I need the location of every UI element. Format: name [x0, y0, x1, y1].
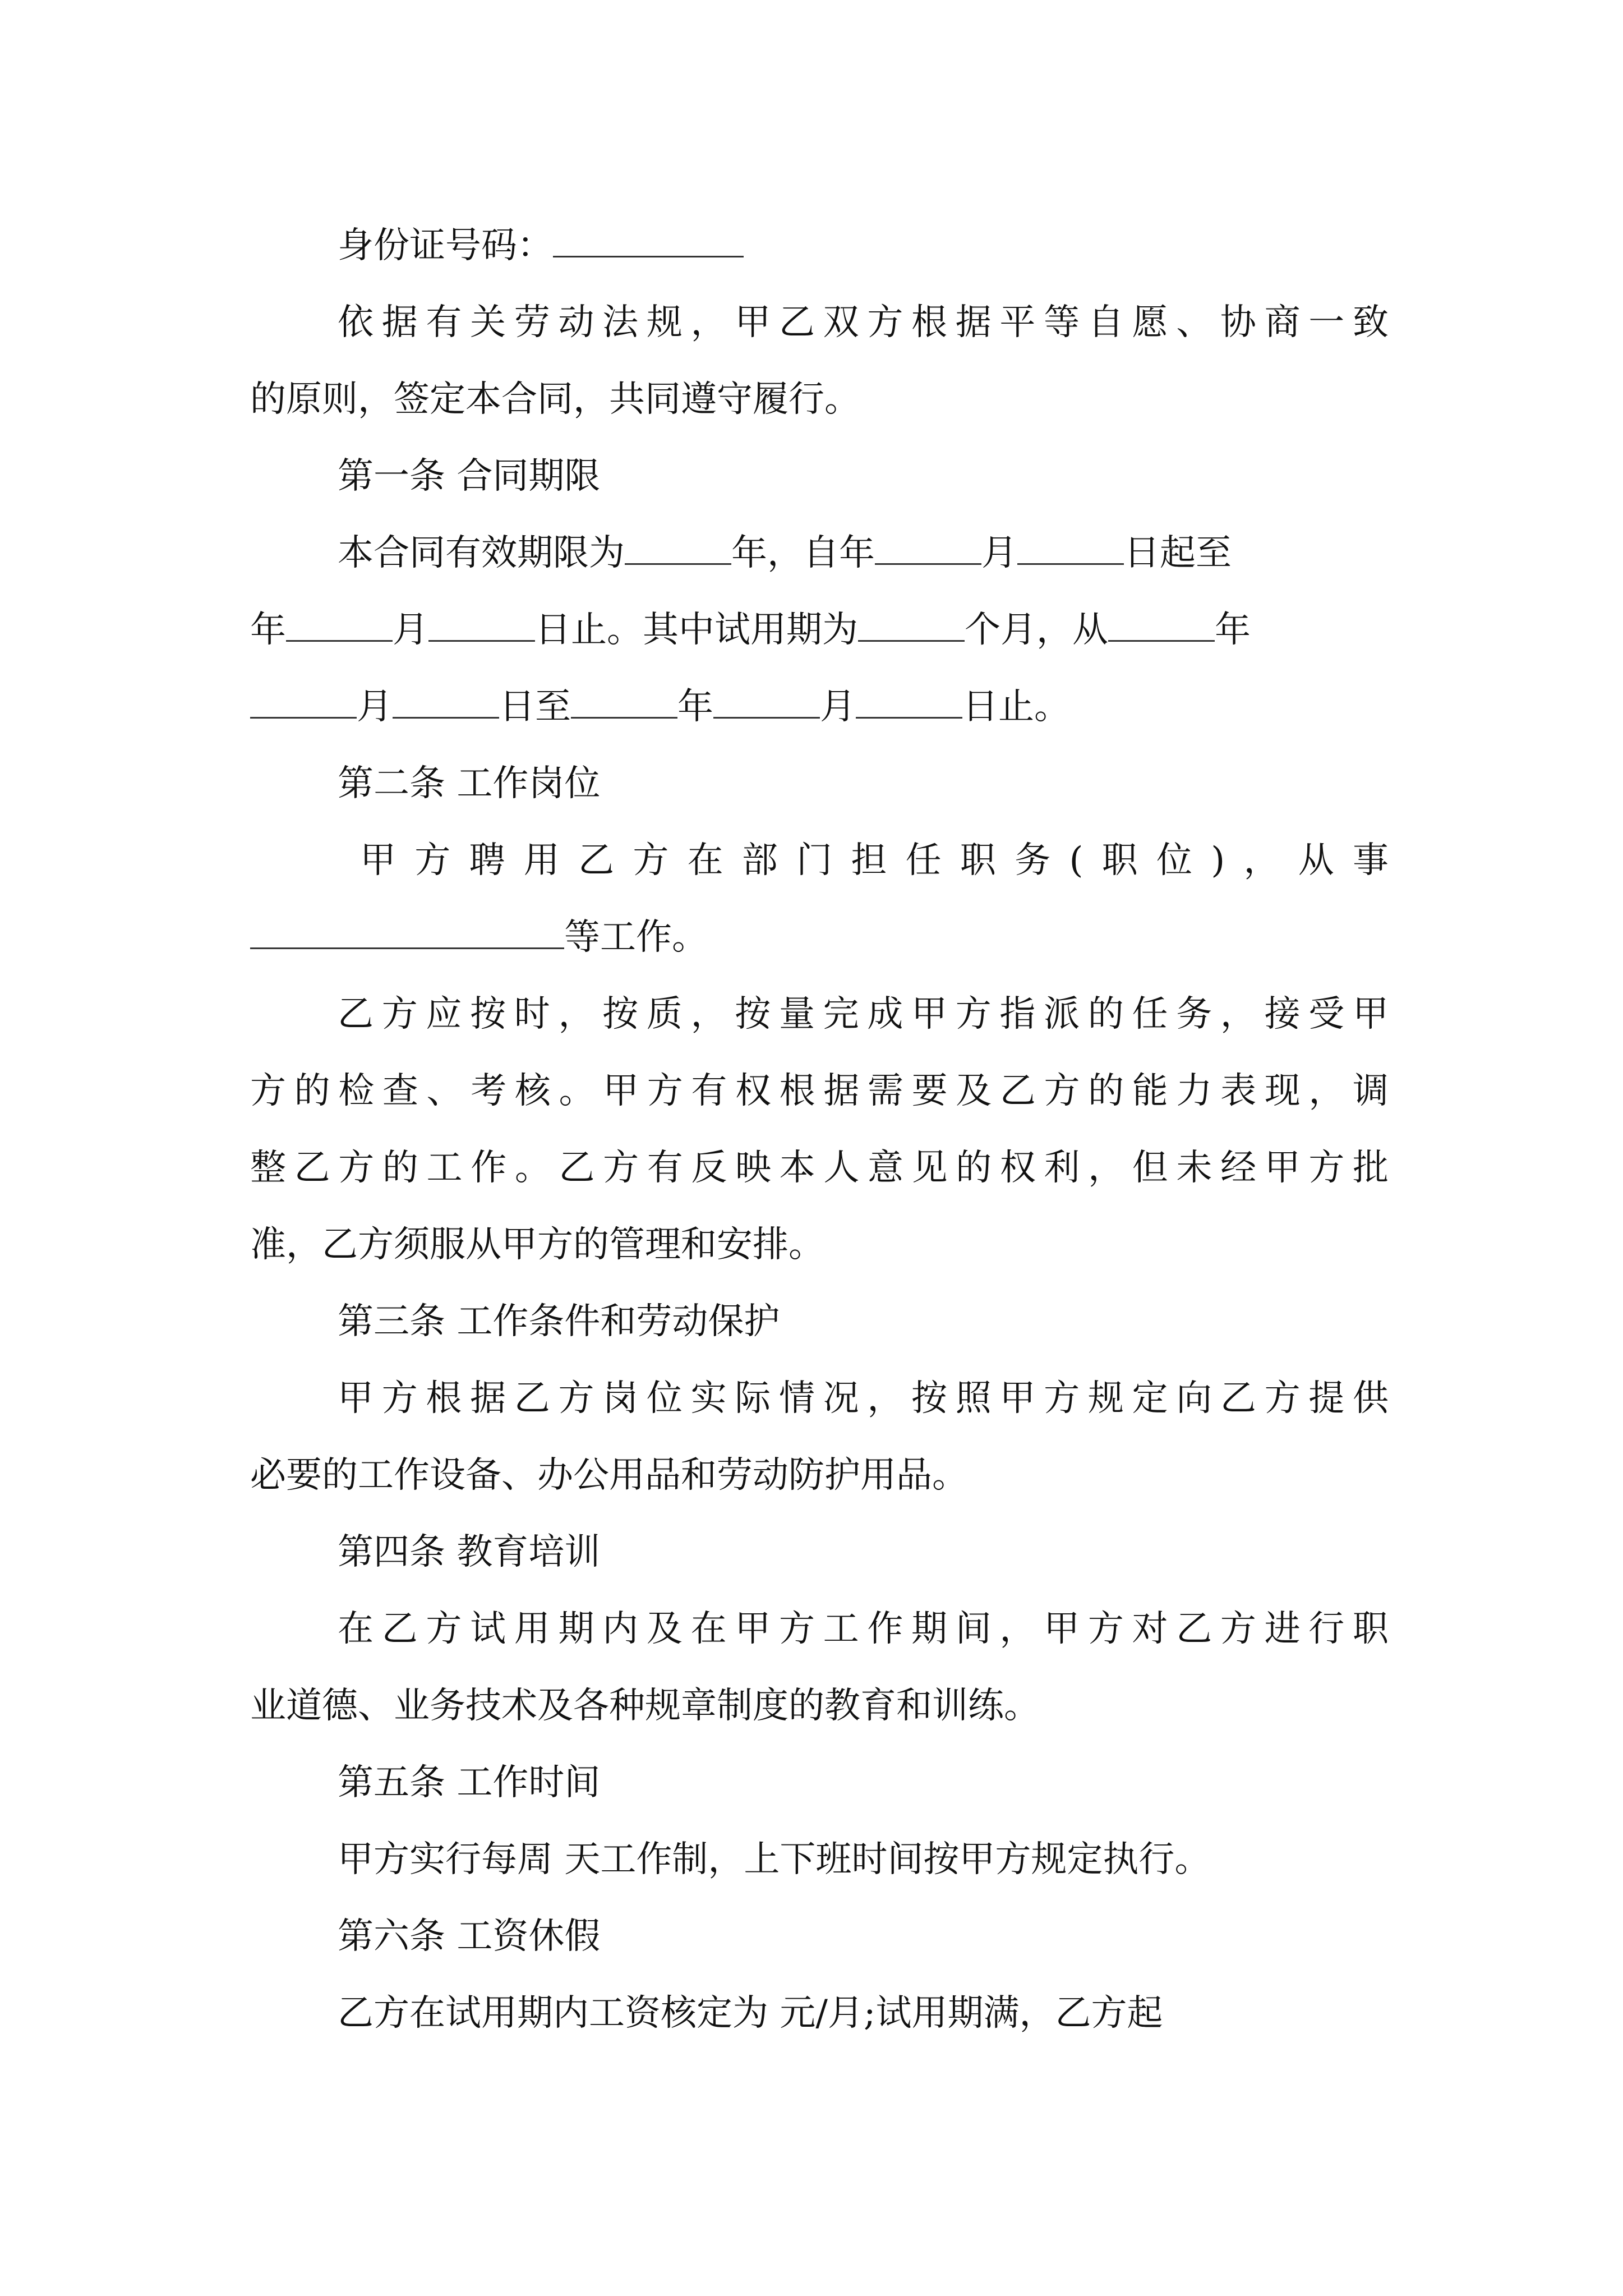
- article-1-heading: 第一条 合同期限: [338, 455, 601, 497]
- term-text: 日至: [499, 686, 571, 728]
- article-4-line: 业道德、业务技术及各种规章制度的教育和训练。: [250, 1685, 1040, 1727]
- probation-start-month-blank: [250, 694, 357, 719]
- article-2-paragraph-line: 准，乙方须服从甲方的管理和安排。: [250, 1224, 824, 1266]
- article-2-paragraph-line: 方的检查、考核。甲方有权根据需要及乙方的能力表现，调: [250, 1070, 1389, 1112]
- article-5-line: 甲方实行每周 天工作制，上下班时间按甲方规定执行。: [338, 1839, 1211, 1880]
- term-text: 月: [357, 686, 393, 728]
- contract-page: [250, 208, 1389, 2052]
- probation-end-year-blank: [571, 694, 677, 719]
- probation-start-day-blank: [393, 694, 499, 719]
- article-1-term-line-1: [250, 515, 1389, 592]
- article-2-paragraph-line: 乙方应按时，按质，按量完成甲方指派的任务，接受甲: [338, 993, 1389, 1035]
- term-text: 年: [677, 686, 713, 728]
- id-number-label: 身份证号码：: [338, 225, 553, 266]
- term-text: 日起至: [1124, 532, 1232, 574]
- term-text: 月: [820, 686, 856, 728]
- intro-line-2: 的原则，签定本合同，共同遵守履行。: [250, 379, 860, 420]
- term-text: 本合同有效期限为: [338, 532, 625, 574]
- job-duty-blank: [250, 925, 564, 949]
- article-2-heading: 第二条 工作岗位: [338, 763, 601, 804]
- term-text: 日止。其中试用期为: [535, 609, 858, 651]
- term-text: 月: [393, 609, 428, 651]
- article-6-heading: 第六条 工资休假: [338, 1916, 601, 1957]
- article-5-heading: 第五条 工作时间: [338, 1762, 601, 1803]
- end-month-blank: [286, 618, 393, 642]
- end-day-blank: [428, 618, 535, 642]
- probation-months-blank: [858, 618, 965, 642]
- article-4-heading: 第四条 教育培训: [338, 1531, 601, 1573]
- term-text: 年: [250, 609, 286, 651]
- probation-end-day-blank: [856, 694, 962, 719]
- term-text: 年: [1215, 609, 1251, 651]
- article-6-line: 乙方在试用期内工资核定为 元/月;试用期满，乙方起: [338, 1993, 1163, 2034]
- term-text: 年，自年: [731, 532, 875, 574]
- term-years-blank: [625, 541, 731, 565]
- term-text: 个月，从: [965, 609, 1108, 651]
- article-2-duty-line-1: 甲方聘用乙方在部门担任职务(职位)，从事: [360, 840, 1389, 881]
- article-3-line: 甲方根据乙方岗位实际情况，按照甲方规定向乙方提供: [338, 1378, 1389, 1419]
- probation-end-month-blank: [713, 694, 820, 719]
- article-3-heading: 第三条 工作条件和劳动保护: [338, 1301, 780, 1342]
- term-text: 月: [981, 532, 1017, 574]
- article-1-term-line-2: [250, 592, 1389, 669]
- id-number-blank: [553, 233, 744, 257]
- id-number-line: [250, 208, 1389, 284]
- duty-suffix: 等工作。: [564, 917, 708, 958]
- article-2-duty-line-2: [250, 899, 1389, 976]
- article-3-line: 必要的工作设备、办公用品和劳动防护用品。: [250, 1455, 968, 1496]
- article-1-term-line-3: [250, 669, 1389, 746]
- start-day-blank: [1017, 541, 1124, 565]
- intro-line-1: 依据有关劳动法规，甲乙双方根据平等自愿、协商一致: [338, 302, 1389, 343]
- start-month-blank: [875, 541, 981, 565]
- term-text: 日止。: [962, 686, 1070, 728]
- probation-start-year-blank: [1108, 618, 1215, 642]
- article-2-paragraph-line: 整乙方的工作。乙方有反映本人意见的权利，但未经甲方批: [250, 1147, 1389, 1189]
- article-4-line: 在乙方试用期内及在甲方工作期间，甲方对乙方进行职: [338, 1608, 1389, 1650]
